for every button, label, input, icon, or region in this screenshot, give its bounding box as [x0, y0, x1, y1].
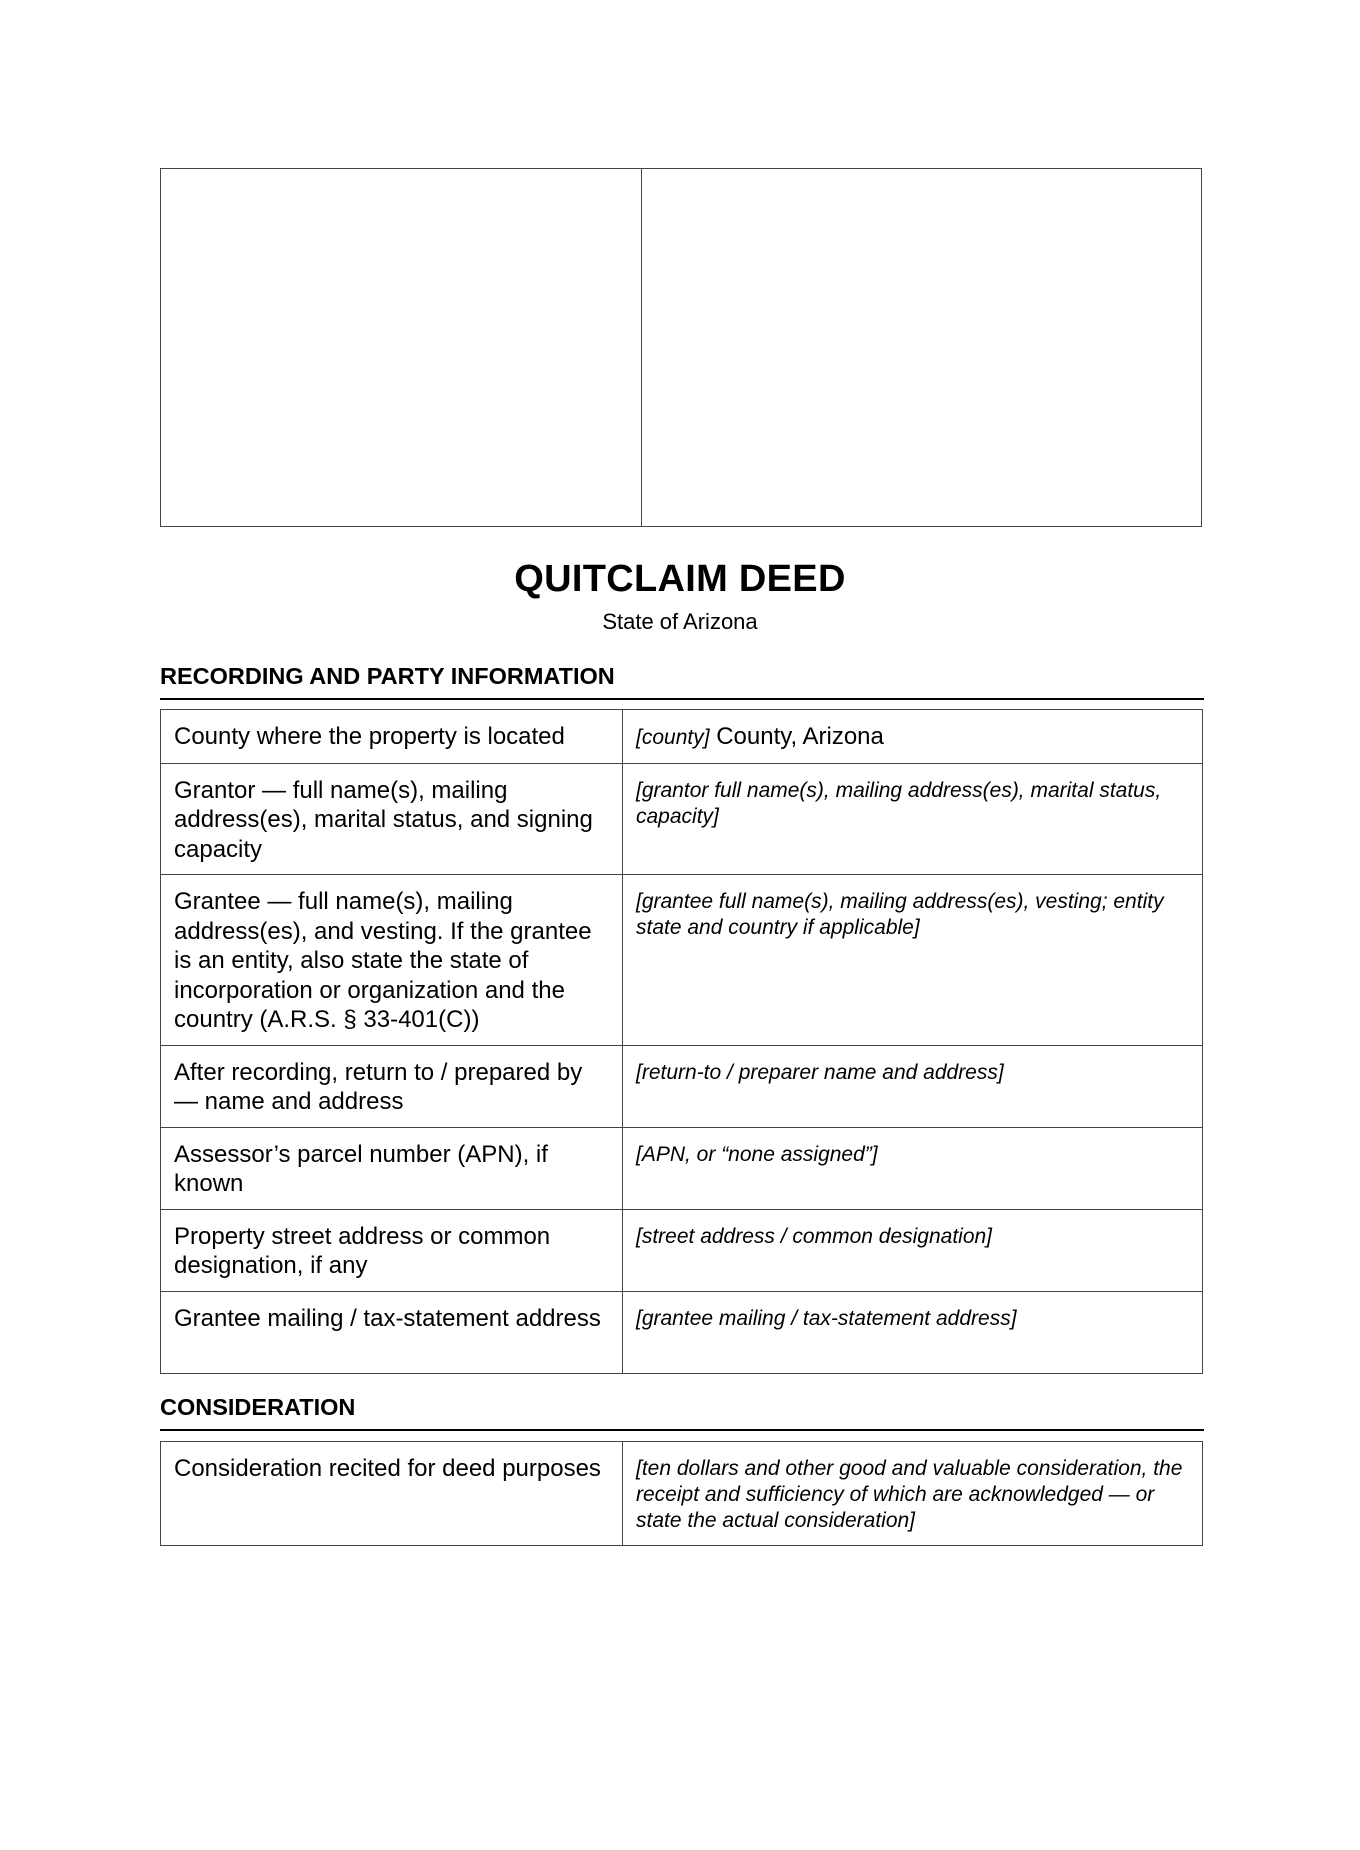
table-row	[161, 710, 1203, 764]
county-suffix: County, Arizona	[709, 723, 884, 750]
row-label: Property street address or common designation, if any	[161, 1209, 623, 1291]
table-row	[161, 1291, 1203, 1373]
row-value: [street address / common designation]	[623, 1209, 1203, 1291]
table-row	[161, 763, 1203, 875]
document-subtitle: State of Arizona	[602, 609, 758, 634]
table-row	[161, 1209, 1203, 1291]
row-label: Grantor — full name(s), mailing address(es), marital status, and signing capacity	[161, 763, 623, 875]
document-title: QUITCLAIM DEED	[514, 558, 846, 600]
row-label: Consideration recited for deed purposes	[161, 1442, 623, 1546]
row-value: [grantee mailing / tax-statement address]	[623, 1291, 1203, 1373]
table-row	[161, 875, 1203, 1046]
recording-area-right	[642, 169, 1201, 526]
row-value: [APN, or “none assigned”]	[623, 1127, 1203, 1209]
row-value: [return-to / preparer name and address]	[623, 1045, 1203, 1127]
table-row	[161, 1045, 1203, 1127]
recording-area-box	[160, 168, 1202, 527]
row-label: After recording, return to / prepared by — name and address	[161, 1045, 623, 1127]
section-heading-recording: RECORDING AND PARTY INFORMATION	[160, 663, 1204, 700]
row-value: [ten dollars and other good and valuable consideration, the receipt and sufficiency of which are acknowledged — or state the actual consideration]	[623, 1442, 1203, 1546]
row-label: County where the property is located	[161, 710, 623, 764]
consideration-table	[160, 1441, 1203, 1546]
row-value: [grantee full name(s), mailing address(es), vesting; entity state and country if applicable]	[623, 875, 1203, 1046]
recording-party-table	[160, 709, 1203, 1374]
recording-area-left	[161, 169, 642, 526]
row-label: Grantee — full name(s), mailing address(es), and vesting. If the grantee is an entity, also state the state of incorporation or organization and the country (A.R.S. § 33-401(C))	[161, 875, 623, 1046]
row-label: Assessor’s parcel number (APN), if known	[161, 1127, 623, 1209]
county-placeholder: [county]	[636, 726, 710, 749]
row-value: [grantor full name(s), mailing address(es), marital status, capacity]	[623, 763, 1203, 875]
row-label: Grantee mailing / tax-statement address	[161, 1291, 623, 1373]
section-heading-consideration: CONSIDERATION	[160, 1394, 1204, 1431]
table-row	[161, 1442, 1203, 1546]
table-row	[161, 1127, 1203, 1209]
row-value	[623, 710, 1203, 764]
